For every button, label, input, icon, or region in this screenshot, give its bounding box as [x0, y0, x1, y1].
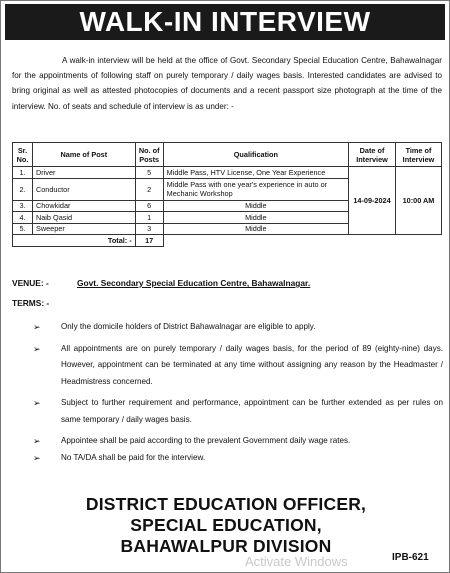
row-qualification: Middle	[163, 212, 348, 224]
arrow-bullet-icon: ➢	[33, 322, 41, 332]
row-posts: 2	[135, 178, 163, 200]
intro-paragraph: A walk-in interview will be held at the office of Govt. Secondary Special Education Centre, Bahawalnagar for the appointments of following staff on purely temporary / daily wages basis. Interested candidates are advised to bring original as well as attested photocopies of documents and a recent passport size photograph at the time of the interview. No. of seats and schedule of interview is as under: -	[12, 56, 442, 111]
row-post: Chowkidar	[32, 200, 135, 212]
total-label: Total: -	[13, 235, 136, 247]
list-item	[33, 319, 443, 336]
reference-code: IPB-621	[392, 552, 429, 563]
list-item	[33, 395, 443, 428]
header-qualification: Qualification	[163, 143, 348, 167]
row-qualification: Middle Pass with one year's experience in auto or Mechanic Workshop	[163, 178, 348, 200]
arrow-bullet-icon: ➢	[33, 452, 41, 463]
header-sr-no: Sr. No.	[13, 143, 33, 167]
row-sr: 1.	[13, 167, 33, 179]
total-value: 17	[135, 235, 163, 247]
terms-label: TERMS: -	[12, 298, 50, 308]
row-posts: 1	[135, 212, 163, 224]
header-date: Date of Interview	[349, 143, 396, 167]
row-posts: 6	[135, 200, 163, 212]
row-post: Conductor	[32, 178, 135, 200]
row-qualification: Middle	[163, 223, 348, 235]
row-post: Driver	[32, 167, 135, 179]
posts-table	[12, 142, 442, 247]
page-title: WALK-IN INTERVIEW	[5, 4, 445, 40]
term-text: Appointee shall be paid according to the prevalent Government daily wage rates.	[61, 436, 351, 445]
terms-list	[33, 319, 443, 471]
venue-label: VENUE: -	[12, 278, 49, 288]
header-post: Name of Post	[32, 143, 135, 167]
row-post: Naib Qasid	[32, 212, 135, 224]
venue-text: Govt. Secondary Special Education Centre, Bahawalnagar.	[77, 278, 311, 288]
row-posts: 3	[135, 223, 163, 235]
arrow-bullet-icon: ➢	[33, 343, 41, 354]
footer-line-3: BAHAWALPUR DIVISION	[120, 536, 332, 556]
footer-line-1: DISTRICT EDUCATION OFFICER,	[85, 494, 367, 514]
table-blank-cell	[163, 235, 441, 247]
table-row	[13, 167, 442, 179]
term-text: No TA/DA shall be paid for the interview.	[61, 452, 206, 462]
term-text: All appointments are on purely temporary / daily wages basis, for the period of 89 (eighty-nine) days. However, appointment can be terminated at any time without assigning any reason by the Headmaster / Headmistress concerned.	[61, 343, 443, 386]
list-item	[33, 341, 443, 391]
row-posts: 5	[135, 167, 163, 179]
arrow-bullet-icon: ➢	[33, 398, 41, 408]
table-total-row	[13, 235, 442, 247]
arrow-bullet-icon: ➢	[33, 436, 41, 446]
row-sr: 3.	[13, 200, 33, 212]
table-header-row	[13, 143, 442, 167]
header-time: Time of Interview	[395, 143, 441, 167]
term-text: Subject to further requirement and performance, appointment can be further extended as per rules on same temporary / daily wages basis.	[61, 398, 443, 424]
list-item	[33, 450, 443, 467]
row-qualification: Middle	[163, 200, 348, 212]
header-no-of-posts: No. of Posts	[135, 143, 163, 167]
row-post: Sweeper	[32, 223, 135, 235]
term-text: Only the domicile holders of District Bahawalnagar are eligible to apply.	[61, 322, 316, 331]
row-sr: 5.	[13, 223, 33, 235]
row-qualification: Middle Pass, HTV License, One Year Experience	[163, 167, 348, 179]
footer-line-2: SPECIAL EDUCATION,	[130, 515, 322, 535]
list-item	[33, 433, 443, 450]
activation-watermark: Activate Windows	[245, 554, 348, 569]
row-sr: 4.	[13, 212, 33, 224]
interview-time: 10:00 AM	[395, 167, 441, 235]
signature-block	[1, 494, 450, 557]
row-sr: 2.	[13, 178, 33, 200]
interview-date: 14-09-2024	[349, 167, 396, 235]
